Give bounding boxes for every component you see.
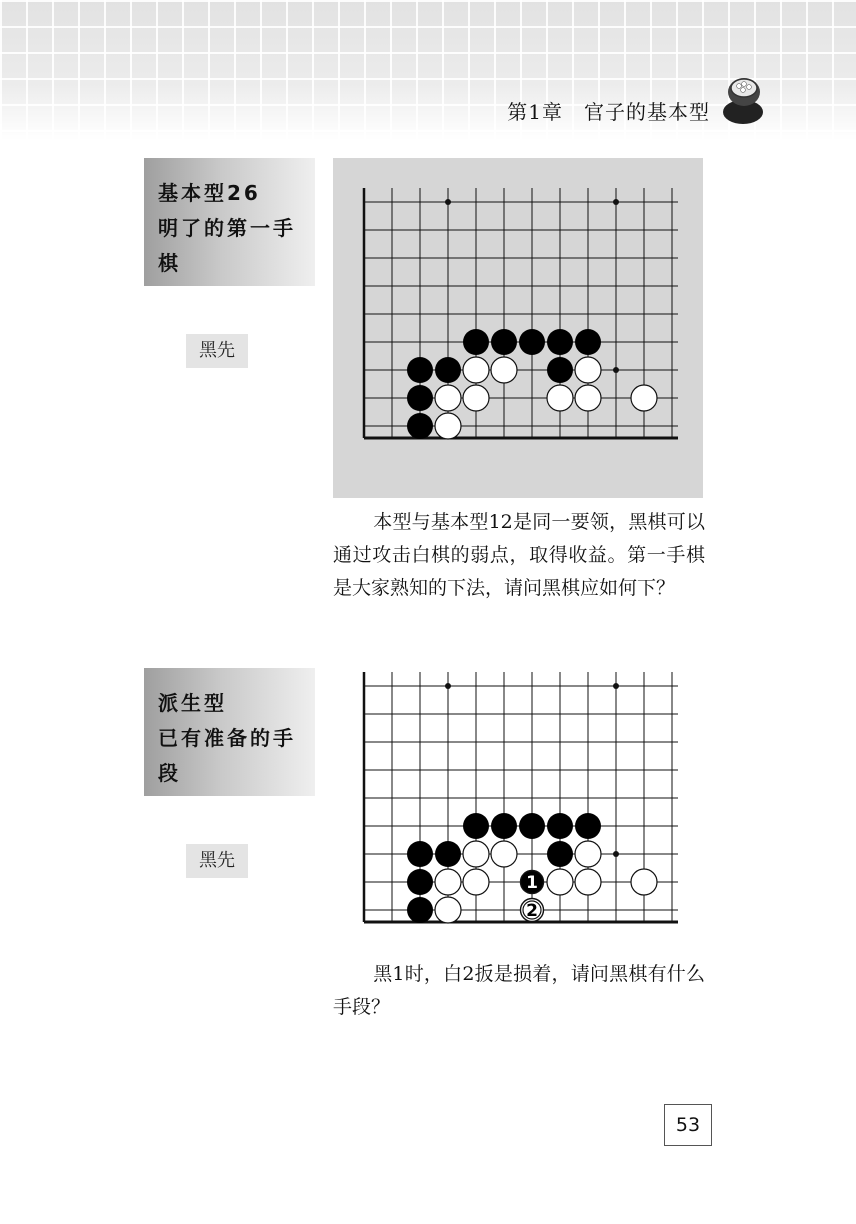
black-stone (463, 813, 489, 839)
white-stone (547, 869, 573, 895)
white-stone (463, 869, 489, 895)
black-stone (519, 329, 545, 355)
black-stone (407, 897, 433, 923)
section-header-derived-type (144, 668, 315, 796)
problem-text: 黑1时，白2扳是损着，请问黑棋有什么手段？ (333, 963, 705, 1018)
white-stone (491, 841, 517, 867)
black-stone (547, 813, 573, 839)
black-stone (547, 329, 573, 355)
black-stone (407, 357, 433, 383)
white-stone (575, 841, 601, 867)
section-title: 派生型 已有准备的手 段 (158, 691, 296, 785)
black-stone (407, 385, 433, 411)
white-stone-numbered (521, 899, 544, 922)
white-stone (435, 869, 461, 895)
black-stone-numbered (521, 871, 544, 894)
problem-text: 本型与基本型12是同一要领，黑棋可以通过攻击白棋的弱点，取得收益。第一手棋是大家熟知的下法，请问黑棋应如何下？ (333, 511, 705, 599)
white-stone (547, 385, 573, 411)
problem-description (333, 506, 705, 605)
black-stone (407, 869, 433, 895)
black-stone (491, 813, 517, 839)
stone-number-label: 2 (526, 901, 538, 921)
problem-description (333, 958, 705, 1024)
white-stone (631, 385, 657, 411)
star-point (613, 683, 619, 689)
to-play-tag: 黑先 (186, 844, 248, 878)
star-point (613, 199, 619, 205)
white-stone (435, 413, 461, 439)
star-point (445, 199, 451, 205)
star-point (613, 851, 619, 857)
white-stone (631, 869, 657, 895)
black-stone (407, 413, 433, 439)
white-stone (491, 357, 517, 383)
black-stone (519, 813, 545, 839)
white-stone (575, 357, 601, 383)
white-stone (575, 385, 601, 411)
black-stone (491, 329, 517, 355)
to-play-tag: 黑先 (186, 334, 248, 368)
black-stone (575, 329, 601, 355)
black-stone (547, 357, 573, 383)
black-stone (435, 841, 461, 867)
section-title: 基本型26 明了的第一手 棋 (158, 181, 296, 275)
section-header-basic-type (144, 158, 315, 286)
white-stone (575, 869, 601, 895)
white-stone (463, 385, 489, 411)
black-stone (547, 841, 573, 867)
go-board-diagram (360, 188, 690, 458)
black-stone (435, 357, 461, 383)
go-board-diagram (360, 672, 690, 942)
black-stone (407, 841, 433, 867)
page-number: 53 (664, 1104, 712, 1146)
chapter-title: 第1章 官子的基本型 (507, 100, 710, 124)
star-point (613, 367, 619, 373)
black-stone (463, 329, 489, 355)
white-stone (435, 385, 461, 411)
go-bowl-icon (720, 74, 766, 126)
star-point (445, 683, 451, 689)
white-stone (463, 841, 489, 867)
white-stone (435, 897, 461, 923)
white-stone (463, 357, 489, 383)
black-stone (575, 813, 601, 839)
stone-number-label: 1 (526, 873, 538, 893)
